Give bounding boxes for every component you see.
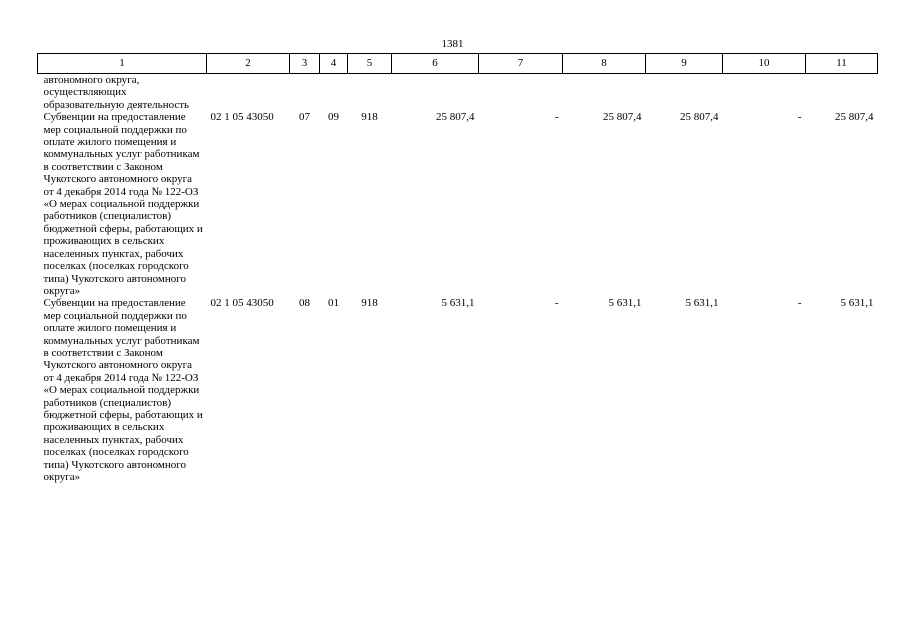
table-row	[38, 111, 878, 297]
expense-type-code: 918	[361, 297, 378, 310]
column-header: 6	[392, 54, 479, 74]
subsection-code: 09	[328, 111, 339, 124]
amount-col11: 5 631,1	[840, 297, 874, 310]
amount-col8: 25 807,4	[603, 111, 642, 124]
section-code: 07	[299, 111, 310, 124]
table-header-row	[38, 54, 878, 74]
section-code: 08	[299, 297, 310, 310]
subsection-code: 01	[328, 297, 339, 310]
column-header: 3	[290, 54, 320, 74]
column-header: 4	[320, 54, 348, 74]
column-header: 10	[723, 54, 806, 74]
target-code: 02 1 05 43050	[210, 111, 274, 124]
budget-table	[37, 53, 878, 483]
column-header: 9	[646, 54, 723, 74]
amount-col6: 5 631,1	[441, 297, 475, 310]
page-number: 1381	[441, 38, 464, 50]
amount-col10: -	[797, 297, 802, 310]
column-header: 8	[563, 54, 646, 74]
amount-col7: -	[554, 111, 559, 124]
column-header: 5	[348, 54, 392, 74]
expense-type-code: 918	[361, 111, 378, 124]
amount-col11: 25 807,4	[835, 111, 874, 124]
amount-col6: 25 807,4	[436, 111, 475, 124]
column-header: 2	[207, 54, 290, 74]
target-code: 02 1 05 43050	[210, 297, 274, 310]
column-header: 11	[806, 54, 878, 74]
amount-col9: 5 631,1	[685, 297, 719, 310]
row-description: Субвенции на предоставление мер социальной поддержки по оплате жилого помещения и коммунальных услуг работникам в соответствии с Законом Чукотского автономного округа от 4 декабря 2014 года № 122-ОЗ «О мерах социальной поддержки работников (специалистов) бюджетной сферы, работающих и проживающих в сельских населенных пунктах, рабочих поселках (поселках городского типа) Чукотского автономного округа»	[43, 297, 203, 483]
amount-col10: -	[797, 111, 802, 124]
table-row-continuation	[38, 74, 878, 112]
amount-col8: 5 631,1	[608, 297, 642, 310]
amount-col7: -	[554, 297, 559, 310]
amount-col9: 25 807,4	[680, 111, 719, 124]
table-row	[38, 297, 878, 483]
continuation-text: автономного округа, осуществляющих образовательную деятельность	[43, 74, 190, 111]
column-header: 7	[479, 54, 563, 74]
column-header: 1	[38, 54, 207, 74]
row-description: Субвенции на предоставление мер социальной поддержки по оплате жилого помещения и коммунальных услуг работникам в соответствии с Законом Чукотского автономного округа от 4 декабря 2014 года № 122-ОЗ «О мерах социальной поддержки работников (специалистов) бюджетной сферы, работающих и проживающих в сельских населенных пунктах, рабочих поселках (поселках городского типа) Чукотского автономного округа»	[43, 111, 203, 297]
